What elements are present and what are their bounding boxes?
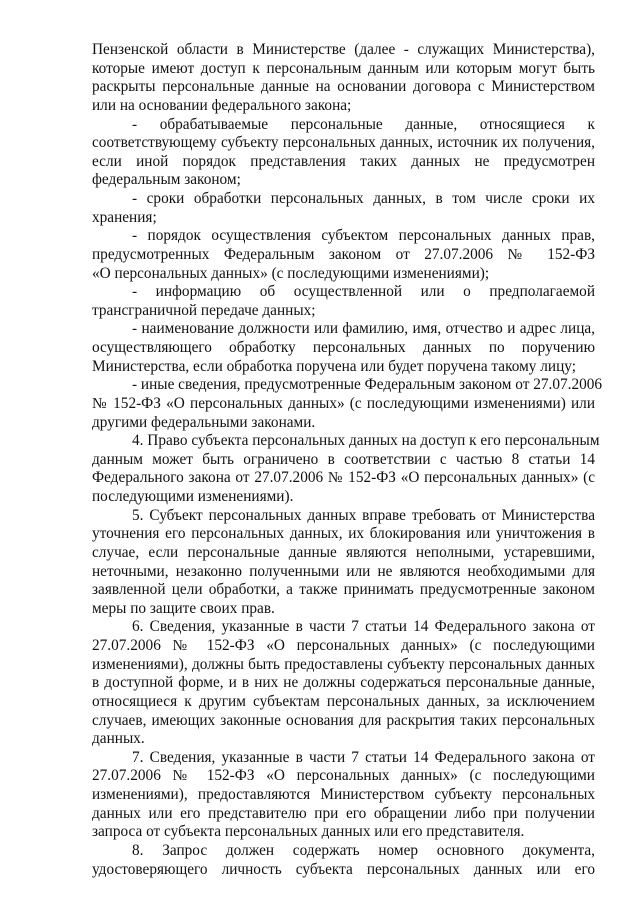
text-line: изменениями), предоставляются Министерством субъекту персональных (92, 786, 595, 803)
paragraph-point-6 (92, 618, 595, 748)
text-line: уточнения его персональных данных, их блокирования или уничтожения в (92, 525, 595, 543)
text-line: - информацию об осуществленной или о предполагаемой (132, 283, 595, 301)
text-line: Министерства, если обработка поручена или будет поручена такому лицу; (92, 357, 576, 375)
paragraph-point-4 (92, 432, 600, 507)
text-line: последующими изменениями). (92, 488, 294, 505)
text-line: 27.07.2006 № 152-ФЗ «О персональных данных» (с последующими (92, 767, 595, 785)
paragraph-item-categories (92, 116, 595, 191)
text-line: относящиеся к другим субъектам персональных данных, за исключением (92, 692, 595, 710)
text-line: меры по защите своих прав. (92, 599, 275, 617)
paragraph-item-processor (92, 320, 595, 376)
paragraph-item-procedure (92, 227, 595, 283)
text-line: 7. Сведения, указанные в части 7 статьи 14 Федерального закона от (132, 748, 595, 766)
paragraph-item-terms (92, 190, 595, 227)
text-line: предусмотренных Федеральным законом от 27.07.2006 № 152-ФЗ (92, 245, 595, 263)
text-line: заявленной цели обработки, а также принимать предусмотренные законом (92, 581, 595, 599)
text-line: неточными, незаконно полученными или не являются необходимыми для (92, 562, 595, 580)
text-line: Пензенской области в Министерстве (далее - служащих Министерства), (92, 41, 595, 58)
text-line: случае, если персональные данные являются неполными, устаревшими, (92, 543, 595, 561)
text-line: изменениями), должны быть предоставлены субъекту персональных данных (92, 655, 595, 673)
paragraph-item-transfer (92, 283, 595, 320)
text-line: № 152-ФЗ «О персональных данных» (с последующими изменениями) или (92, 394, 595, 412)
text-line: - порядок осуществления субъектом персональных данных прав, (132, 227, 595, 245)
text-line: Федерального закона от 27.07.2006 № 152-ФЗ «О персональных данных» (с (92, 469, 595, 487)
text-line: данных. (92, 730, 145, 748)
text-line: трансграничной передаче данных; (92, 301, 316, 319)
text-line: которые имеют доступ к персональным данным или которым могут быть (92, 59, 595, 77)
text-line: - наименование должности или фамилию, имя, отчество и адрес лица, (132, 320, 595, 338)
text-line: соответствующему субъекту персональных данных, источник их получения, (92, 134, 595, 152)
text-line: данных или его представителю при его обращении либо при получении (92, 804, 595, 822)
text-line: в доступной форме, и в них не должны содержаться персональные данные, (92, 674, 595, 692)
text-line: осуществляющего обработку персональных данных по поручению (92, 339, 595, 356)
text-line: 4. Право субъекта персональных данных на доступ к его персональным (132, 432, 600, 450)
text-line: хранения; (92, 208, 157, 226)
text-line: «О персональных данных» (с последующими изменениями); (92, 264, 490, 282)
text-line: 8. Запрос должен содержать номер основного документа, (132, 841, 595, 859)
text-line: удостоверяющего личность субъекта персональных данных или его (92, 860, 595, 878)
text-line: 6. Сведения, указанные в части 7 статьи 14 Федерального закона от (132, 618, 595, 636)
text-line: раскрыты персональные данные на основании договора с Министерством (92, 78, 595, 96)
paragraph-intro (92, 41, 595, 116)
text-line: - сроки обработки персональных данных, в том числе сроки их (132, 190, 595, 207)
text-line: другими федеральными законами. (92, 413, 316, 431)
text-line: если иной порядок представления таких данных не предусмотрен (92, 152, 595, 170)
text-line: или на основании федерального закона; (92, 96, 352, 114)
text-line: - иные сведения, предусмотренные Федеральным законом от 27.07.2006 (132, 376, 603, 394)
text-line: 27.07.2006 № 152-ФЗ «О персональных данных» (с последующими (92, 637, 595, 654)
text-line: случаев, имеющих законные основания для раскрытия таких персональных (92, 711, 595, 729)
paragraph-point-8 (92, 842, 595, 879)
document-text (92, 41, 603, 879)
text-line: запроса от субъекта персональных данных или его представителя. (92, 823, 525, 841)
text-line: данным может быть ограничено в соответствии с частью 8 статьи 14 (92, 450, 595, 468)
text-line: - обрабатываемые персональные данные, относящиеся к (132, 115, 595, 133)
paragraph-point-7 (92, 749, 595, 842)
text-line: 5. Субъект персональных данных вправе требовать от Министерства (132, 506, 595, 524)
paragraph-point-5 (92, 507, 595, 619)
text-line: федеральным законом; (92, 171, 241, 189)
paragraph-item-other (92, 376, 603, 432)
